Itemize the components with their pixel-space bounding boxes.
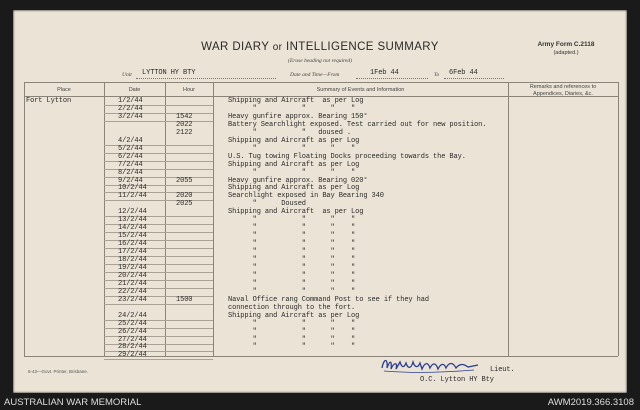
- date-from-value: 1Feb 44: [370, 69, 399, 77]
- title-intelligence-summary: INTELLIGENCE SUMMARY: [286, 41, 439, 53]
- table-left-border: [24, 82, 25, 356]
- row-date: 4/2/44: [118, 136, 143, 145]
- row-date: 12/2/44: [118, 208, 147, 217]
- col-header-date: Date: [128, 87, 141, 93]
- row-date: 27/2/44: [118, 335, 147, 344]
- row-summary: " " " ": [228, 343, 356, 352]
- form-sub: (adapted.): [553, 50, 579, 56]
- table-bottom-rule: [24, 356, 618, 357]
- row-hour: 2022: [176, 120, 193, 129]
- caption-collection: AUSTRALIAN WAR MEMORIAL: [4, 397, 142, 408]
- row-date: 2/2/44: [118, 104, 143, 113]
- row-summary: Heavy gunfire approx. Bearing 150°: [228, 112, 368, 121]
- row-summary: U.S. Tug towing Floating Docks proceeding towards the Bay.: [228, 152, 466, 161]
- date-to-underline: [444, 78, 504, 79]
- row-date: 17/2/44: [118, 248, 147, 257]
- row-date: 7/2/44: [118, 160, 143, 169]
- row-summary: Shipping and Aircraft as per Log: [228, 311, 360, 320]
- row-summary: " " " ": [228, 335, 356, 344]
- col-header-hour: Hour: [183, 87, 195, 93]
- row-summary: Heavy gunfire approx. Bearing 020°: [228, 176, 368, 185]
- row-summary: " " " ": [228, 271, 356, 280]
- row-date: 19/2/44: [118, 263, 147, 272]
- row-rule: [104, 304, 213, 305]
- unit-label: Unit: [122, 72, 132, 78]
- table-top-rule: [24, 82, 618, 83]
- row-summary: " " " ": [228, 104, 356, 113]
- col-divider-summary: [508, 82, 509, 356]
- row-summary: " " " ": [228, 232, 356, 241]
- row-date: 20/2/44: [118, 271, 147, 280]
- row-date: 21/2/44: [118, 279, 147, 288]
- form-name: Army Form C.2118: [537, 41, 595, 48]
- row-date: 25/2/44: [118, 319, 147, 328]
- row-rule: [104, 359, 213, 360]
- row-date: 15/2/44: [118, 232, 147, 241]
- row-date: 28/2/44: [118, 343, 147, 352]
- row-date: 11/2/44: [118, 192, 147, 201]
- row-summary: " " " ": [228, 168, 356, 177]
- row-summary: " " " ": [228, 256, 356, 264]
- row-summary: " " " ": [228, 263, 356, 272]
- row-date: 5/2/44: [118, 144, 143, 153]
- row-rule: [104, 121, 213, 122]
- col-divider-hour: [213, 82, 214, 356]
- row-summary: Searchlight exposed in Bay Bearing 340: [228, 192, 384, 201]
- row-date: 13/2/44: [118, 216, 147, 225]
- page-title: [0, 41, 640, 53]
- row-summary: " " " ": [228, 144, 356, 153]
- row-date: 9/2/44: [118, 176, 143, 185]
- row-date: 26/2/44: [118, 327, 147, 336]
- row-date: 22/2/44: [118, 287, 147, 296]
- row-date: 23/2/44: [118, 295, 147, 304]
- row-summary: Naval Office rang Command Post to see if they had: [228, 295, 429, 304]
- row-hour: 2055: [176, 176, 193, 185]
- date-from-label: Date and Time—From: [290, 72, 340, 78]
- row-summary: " " " ": [228, 216, 356, 225]
- row-summary: " " " ": [228, 327, 356, 336]
- row-hour: 2122: [176, 128, 193, 137]
- row-summary: Shipping and Aircraft as per Log: [228, 184, 360, 193]
- row-summary: " Doused: [228, 200, 306, 209]
- row-date: 6/2/44: [118, 152, 143, 161]
- row-date: 16/2/44: [118, 240, 147, 249]
- row-summary: Shipping and Aircraft as per Log: [228, 97, 364, 105]
- row-hour: 1500: [176, 295, 193, 304]
- col-header-place: Place: [57, 87, 71, 93]
- col-header-remarks: [508, 84, 618, 98]
- table-right-border: [618, 82, 619, 356]
- title-or: or: [272, 42, 283, 53]
- caption-accession: AWM2019.366.3108: [547, 397, 634, 408]
- row-summary: " " " ": [228, 279, 356, 288]
- title-war-diary: WAR DIARY: [201, 41, 270, 53]
- row-date: 8/2/44: [118, 168, 143, 177]
- row-date: 14/2/44: [118, 224, 147, 233]
- col-header-summary: Summary of Events and Information: [316, 87, 405, 93]
- row-summary: Shipping and Aircraft as per Log: [228, 208, 364, 217]
- row-date: 24/2/44: [118, 311, 147, 320]
- row-summary: " " " ": [228, 224, 356, 233]
- row-date: 10/2/44: [118, 184, 147, 193]
- printer-imprint: 6-43—Govt. Printer, Brisbane.: [28, 369, 89, 374]
- col-divider-place: [104, 82, 105, 356]
- row-hour: 1542: [176, 112, 193, 121]
- row-hour: 2020: [176, 192, 193, 201]
- row-date: 29/2/44: [118, 351, 147, 360]
- signatory-rank: Lieut.: [490, 366, 515, 374]
- row-summary: " " " ": [228, 319, 356, 328]
- row-place: Fort Lytton: [26, 97, 72, 105]
- col-divider-date: [165, 82, 166, 356]
- remarks-line-2: Appendices, Diaries, &c.: [533, 91, 593, 97]
- date-to-value: 6Feb 44: [449, 69, 478, 77]
- row-summary: Battery Searchlight exposed. Test carried out for new position.: [228, 120, 487, 129]
- row-summary: Shipping and Aircraft as per Log: [228, 136, 360, 145]
- row-summary: " " doused .: [228, 128, 352, 137]
- unit-value: LYTTON HY BTY: [142, 69, 196, 77]
- erase-note: (Erase heading not required): [288, 58, 352, 64]
- remarks-line-1: Remarks and references to: [529, 84, 597, 90]
- date-to-label: To: [434, 72, 440, 78]
- signature: [378, 354, 488, 376]
- unit-underline: [136, 78, 276, 79]
- signatory-unit: O.C. Lytton HY Bty: [420, 376, 494, 384]
- row-summary: " " " ": [228, 248, 356, 257]
- row-date: 3/2/44: [118, 112, 143, 121]
- row-summary: Shipping and Aircraft as per Log: [228, 160, 360, 169]
- row-summary: " " " ": [228, 287, 356, 296]
- row-hour: 2025: [176, 200, 193, 209]
- row-summary: connection through to the fort.: [228, 303, 356, 312]
- row-date: 18/2/44: [118, 256, 147, 264]
- date-from-underline: [356, 78, 428, 79]
- row-rule: [104, 200, 213, 201]
- row-summary: " " " ": [228, 240, 356, 249]
- row-date: 1/2/44: [118, 97, 143, 105]
